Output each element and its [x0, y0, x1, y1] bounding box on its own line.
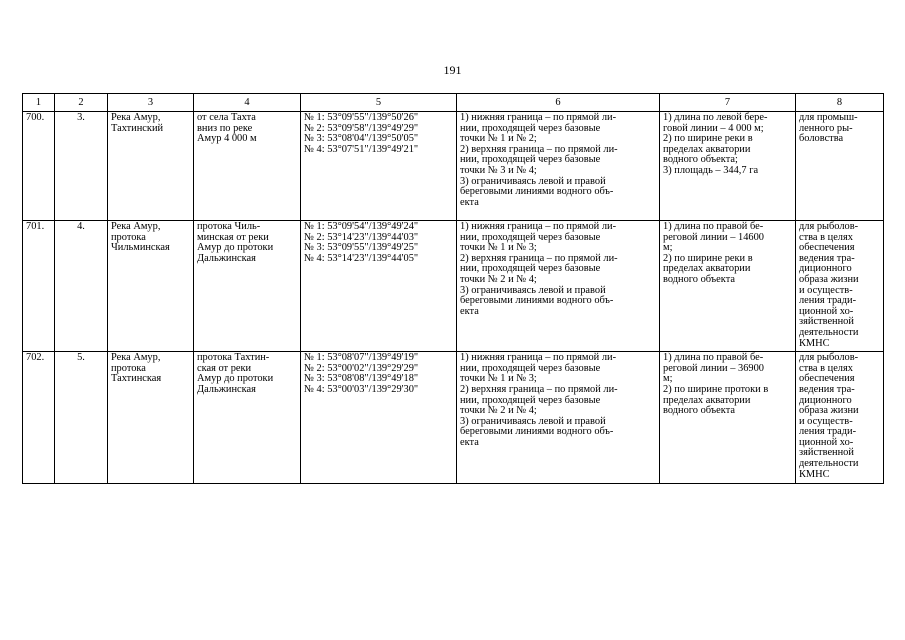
text-line: нии, проходящей через базовые	[460, 154, 601, 166]
text-line: Дальжинская	[197, 383, 256, 395]
text-line: 3) ограничиваясь левой и правой	[460, 284, 606, 296]
fishing-areas-table	[22, 93, 884, 484]
text-line: 2) верхняя граница – по прямой ли-	[460, 252, 618, 264]
text-line: диционного	[799, 394, 852, 406]
text-line: и осуществ-	[799, 284, 853, 296]
text-line: ведения тра-	[799, 252, 855, 264]
area-purpose	[796, 352, 884, 484]
text-line: диционного	[799, 263, 852, 275]
text-line: водного объекта	[663, 405, 735, 417]
text-line: ства в целях	[799, 362, 853, 374]
text-line: № 3: 53°08'08"/139°49'18"	[304, 373, 419, 385]
text-line: для рыболов-	[799, 352, 859, 364]
column-header: 8	[796, 94, 884, 112]
text-line: деятельности	[799, 458, 859, 470]
text-line: точки № 2 и № 4;	[460, 405, 537, 417]
text-line: нии, проходящей через базовые	[460, 362, 601, 374]
water-object-name	[108, 352, 194, 484]
text-line: екта	[460, 436, 479, 448]
text-line: обеспечения	[799, 242, 855, 254]
text-line: № 1: 53°09'55"/139°50'26"	[304, 112, 419, 123]
column-header: 5	[301, 94, 457, 112]
text-line: Река Амур,	[111, 112, 161, 123]
text-line: Дальжинская	[197, 252, 256, 264]
column-header: 3	[108, 94, 194, 112]
text-line: минская от реки	[197, 231, 269, 243]
text-line: 1) длина по левой бере-	[663, 112, 768, 123]
text-line: протока Чиль-	[197, 221, 261, 232]
text-line: Амур 4 000 м	[197, 133, 257, 145]
column-header: 6	[457, 94, 660, 112]
row-subnumber: 5.	[55, 352, 108, 484]
text-line: точки № 2 и № 4;	[460, 273, 537, 285]
text-line: № 4: 53°00'03"/139°29'30"	[304, 383, 419, 395]
column-header: 7	[660, 94, 796, 112]
text-line: Тахтинский	[111, 122, 164, 134]
text-line: № 2: 53°09'58"/139°49'29"	[304, 122, 419, 134]
text-line: нии, проходящей через базовые	[460, 394, 601, 406]
text-line: реговой линии – 36900	[663, 362, 764, 374]
text-line: ленного ры-	[799, 122, 853, 134]
text-line: нии, проходящей через базовые	[460, 122, 601, 134]
text-line: КМНС	[799, 468, 830, 480]
row-subnumber: 4.	[55, 221, 108, 352]
text-line: ская от реки	[197, 362, 252, 374]
area-borders	[457, 221, 660, 352]
header-row	[23, 94, 884, 112]
text-line: 3) ограничиваясь левой и правой	[460, 175, 606, 187]
text-line: № 1: 53°09'54"/139°49'24"	[304, 221, 419, 232]
text-line: 1) нижняя граница – по прямой ли-	[460, 112, 617, 123]
text-line: Чильминская	[111, 242, 170, 254]
text-line: реговой линии – 14600	[663, 231, 764, 243]
text-line: № 2: 53°14'23"/139°44'03"	[304, 231, 419, 243]
text-line: говой линии – 4 000 м;	[663, 122, 764, 134]
text-line: Амур до протоки	[197, 373, 274, 385]
text-line: для рыболов-	[799, 221, 859, 232]
text-line: екта	[460, 305, 479, 317]
water-object-name	[108, 112, 194, 221]
text-line: протока	[111, 231, 146, 243]
text-line: ления тради-	[799, 426, 857, 438]
area-size	[660, 112, 796, 221]
text-line: вниз по реке	[197, 122, 253, 134]
text-line: водного объекта	[663, 273, 735, 285]
text-line: ления тради-	[799, 295, 857, 307]
text-line: обеспечения	[799, 373, 855, 385]
area-location	[194, 112, 301, 221]
column-header: 4	[194, 94, 301, 112]
text-line: ционной хо-	[799, 436, 854, 448]
text-line: точки № 3 и № 4;	[460, 164, 537, 176]
text-line: Амур до протоки	[197, 242, 274, 254]
text-line: 2) по ширине реки в	[663, 133, 753, 145]
area-size	[660, 352, 796, 484]
text-line: ства в целях	[799, 231, 853, 243]
text-line: Тахтинская	[111, 373, 162, 385]
text-line: точки № 1 и № 3;	[460, 373, 537, 385]
text-line: боловства	[799, 133, 844, 145]
text-line: Река Амур,	[111, 221, 161, 232]
text-line: для промыш-	[799, 112, 858, 123]
text-line: деятельности	[799, 326, 859, 338]
text-line: м;	[663, 242, 673, 254]
text-line: КМНС	[799, 337, 830, 349]
text-line: 3) площадь – 344,7 га	[663, 164, 759, 176]
text-line: 1) длина по правой бе-	[663, 352, 764, 364]
column-header: 2	[55, 94, 108, 112]
text-line: Река Амур,	[111, 352, 161, 364]
area-location	[194, 221, 301, 352]
table-row	[23, 352, 884, 484]
text-line: образа жизни	[799, 405, 859, 417]
water-object-name	[108, 221, 194, 352]
text-line: № 2: 53°00'02"/139°29'29"	[304, 362, 419, 374]
base-points	[301, 221, 457, 352]
text-line: № 3: 53°08'04"/139°50'05"	[304, 133, 419, 145]
text-line: точки № 1 и № 2;	[460, 133, 537, 145]
text-line: 2) по ширине протоки в	[663, 383, 769, 395]
text-line: точки № 1 и № 3;	[460, 242, 537, 254]
text-line: 1) нижняя граница – по прямой ли-	[460, 352, 617, 364]
text-line: № 4: 53°14'23"/139°44'05"	[304, 252, 419, 264]
row-number: 701.	[23, 221, 55, 352]
text-line: береговыми линиями водного объ-	[460, 295, 614, 307]
text-line: нии, проходящей через базовые	[460, 263, 601, 275]
table-row	[23, 112, 884, 221]
area-borders	[457, 112, 660, 221]
text-line: № 1: 53°08'07"/139°49'19"	[304, 352, 419, 364]
text-line: № 3: 53°09'55"/139°49'25"	[304, 242, 419, 254]
text-line: м;	[663, 373, 673, 385]
text-line: протока Тахтин-	[197, 352, 270, 364]
text-line: береговыми линиями водного объ-	[460, 186, 614, 198]
text-line: 1) длина по правой бе-	[663, 221, 764, 232]
text-line: протока	[111, 362, 146, 374]
text-line: 3) ограничиваясь левой и правой	[460, 415, 606, 427]
page-number: 191	[443, 63, 462, 77]
text-line: пределах акватории	[663, 143, 751, 155]
area-purpose	[796, 112, 884, 221]
text-line: нии, проходящей через базовые	[460, 231, 601, 243]
text-line: и осуществ-	[799, 415, 853, 427]
text-line: 2) верхняя граница – по прямой ли-	[460, 383, 618, 395]
text-line: ционной хо-	[799, 305, 854, 317]
text-line: пределах акватории	[663, 394, 751, 406]
area-borders	[457, 352, 660, 484]
text-line: береговыми линиями водного объ-	[460, 426, 614, 438]
text-line: зяйственной	[799, 447, 854, 459]
text-line: зяйственной	[799, 316, 854, 328]
row-subnumber: 3.	[55, 112, 108, 221]
area-purpose	[796, 221, 884, 352]
text-line: водного объекта;	[663, 154, 738, 166]
column-header: 1	[23, 94, 55, 112]
text-line: екта	[460, 196, 479, 208]
text-line: № 4: 53°07'51"/139°49'21"	[304, 143, 419, 155]
row-number: 702.	[23, 352, 55, 484]
base-points	[301, 112, 457, 221]
text-line: 1) нижняя граница – по прямой ли-	[460, 221, 617, 232]
base-points	[301, 352, 457, 484]
text-line: 2) по ширине реки в	[663, 252, 753, 264]
text-line: пределах акватории	[663, 263, 751, 275]
text-line: 2) верхняя граница – по прямой ли-	[460, 143, 618, 155]
table-row	[23, 221, 884, 352]
row-number: 700.	[23, 112, 55, 221]
text-line: ведения тра-	[799, 383, 855, 395]
area-location	[194, 352, 301, 484]
text-line: от села Тахта	[197, 112, 256, 123]
area-size	[660, 221, 796, 352]
text-line: образа жизни	[799, 273, 859, 285]
